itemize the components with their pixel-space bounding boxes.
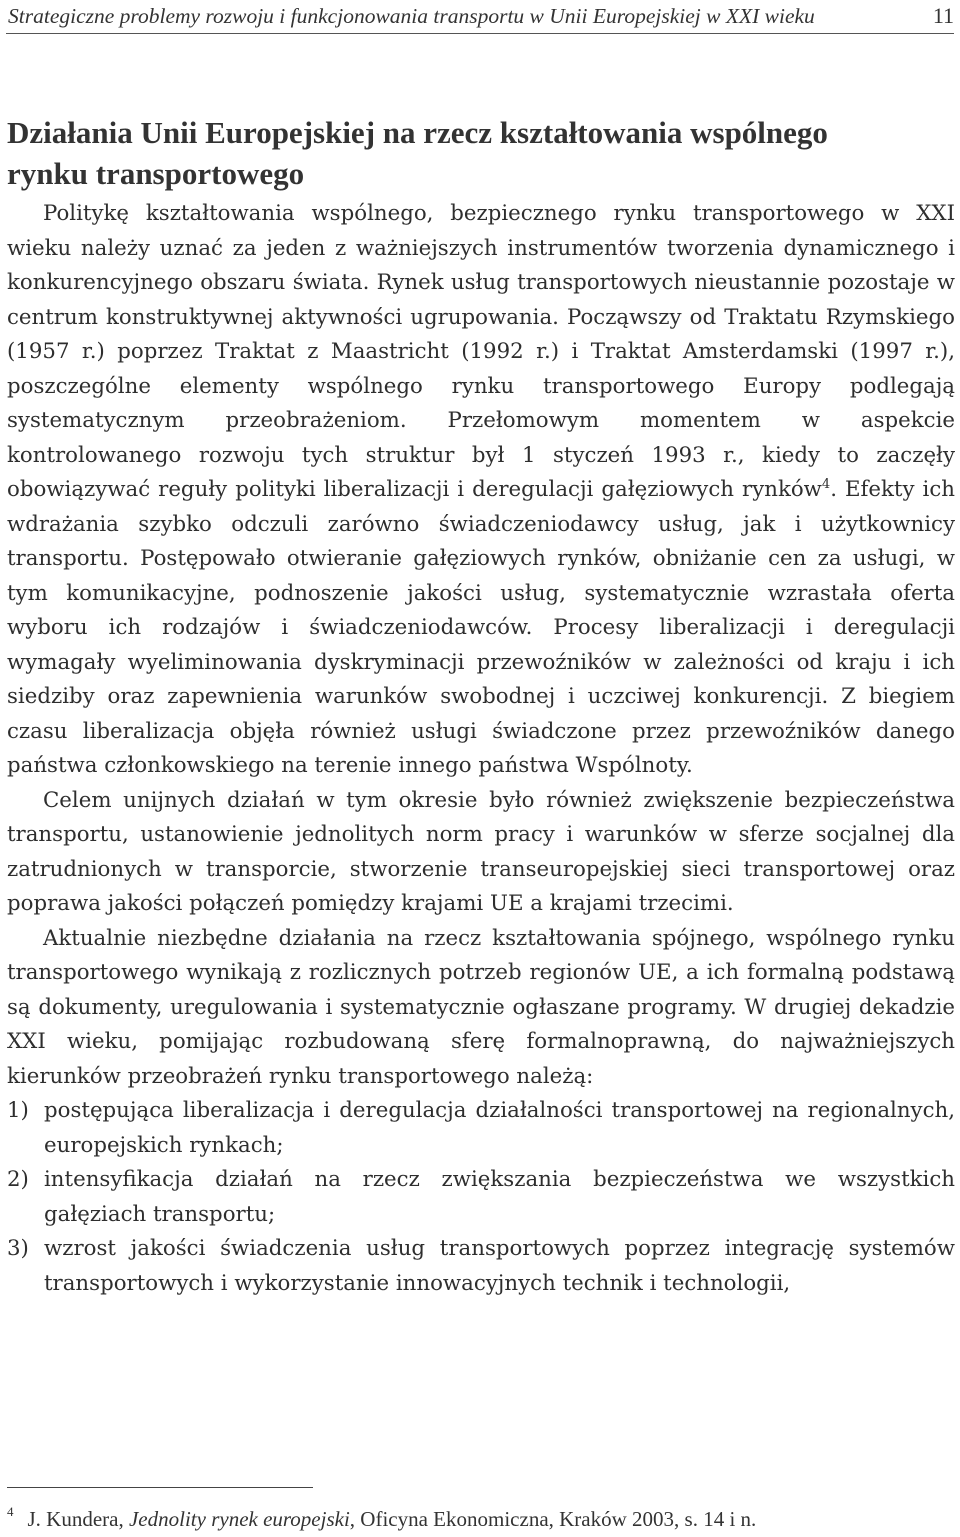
list-item-text: wzrost jakości świadczenia usług transportowych poprzez integrację systemów transportowych i wykorzystanie innowacyjnych technik i technologii, (44, 1236, 955, 1296)
paragraph-2: Celem unijnych działań w tym okresie było również zwiększenie bezpieczeństwa transportu, ustanowienie jednolitych norm pracy i warunków w sferze socjalnej dla zatrudnionych w transporcie, stworzenie transeuropejskiej sieci transportowej oraz poprawa jakości połączeń pomiędzy krajami UE a krajami trzecimi. (7, 787, 955, 916)
list-item-text: postępująca liberalizacja i deregulacja działalności transportowej na regionalnych, europejskich rynkach; (44, 1098, 955, 1158)
footnote (7, 1505, 955, 1533)
footnote-book-title: Jednolity rynek europejski (128, 1507, 350, 1531)
body-text (7, 197, 955, 1301)
running-header (8, 2, 954, 32)
footnote-author: J. Kundera, (27, 1507, 129, 1531)
list-item-marker: 1) (7, 1098, 29, 1123)
footnote-publication: , Oficyna Ekonomiczna, Kraków 2003, s. 14 i n. (349, 1507, 757, 1531)
numbered-list (7, 1094, 955, 1301)
list-item-marker: 3) (7, 1236, 29, 1261)
footnote-number: 4 (7, 1504, 14, 1519)
paragraph-1-text: Politykę kształtowania wspólnego, bezpiecznego rynku transportowego w XXI wieku należy uznać za jeden z ważniejszych instrumentów tworzenia dynamicznego i konkurencyjnego obszaru świata. Rynek usług transportowych nieustannie pozostaje w centrum konstruktywnej aktywności ugrupowania. Począwszy od Traktatu Rzymskiego (1957 r.) poprzez Traktat z Maastricht (1992 r.) i Traktat Amsterdamski (1997 r.), poszczególne elementy wspólnego rynku transportowego Europy podlegają systematycznym przeobrażeniom. Przełomowym momentem w aspekcie kontrolowanego rozwoju tych struktur był 1 styczeń 1993 r., kiedy to zaczęły obowiązywać reguły polityki liberalizacji i deregulacji gałęziowych rynków (7, 201, 955, 502)
header-divider (6, 33, 954, 34)
running-title: Strategiczne problemy rozwoju i funkcjonowania transportu w Unii Europejskiej w XXI wieku (8, 4, 815, 28)
list-item-text: intensyfikacja działań na rzecz zwiększania bezpieczeństwa we wszystkich gałęziach transportu; (44, 1167, 955, 1227)
list-item (7, 1163, 955, 1232)
paragraph-1-text-continued: . Efekty ich wdrażania szybko odczuli zarówno świadczeniodawcy usług, jak i użytkownicy transportu. Postępowało otwieranie gałęziowych rynków, obniżanie cen za usługi, w tym komunikacyjne, podnoszenie jakości usług, systematycznie wzrastała oferta wyboru ich rodzajów i świadczeniodawców. Procesy liberalizacji i deregulacji wymagały wyeliminowania dyskryminacji przewoźników w zależności od kraju i ich siedziby oraz zapewnienia warunków swobodnej i uczciwej konkurencji. Z biegiem czasu liberalizacja objęła również usługi świadczone przez przewoźników danego państwa członkowskiego na terenie innego państwa Wspólnoty. (7, 477, 955, 778)
footnote-divider (7, 1487, 313, 1488)
paragraph-3: Aktualnie niezbędne działania na rzecz kształtowania spójnego, wspólnego rynku transportowego wynikają z rozlicznych potrzeb regionów UE, a ich formalną podstawą są dokumenty, uregulowania i systematycznie ogłaszane programy. W drugiej dekadzie XXI wieku, pomijając rozbudowaną sferę formalnoprawną, do najważniejszych kierunków przeobrażeń rynku transportowego należą: (7, 925, 955, 1089)
list-item-marker: 2) (7, 1167, 29, 1192)
page-number: 11 (932, 3, 954, 28)
list-item (7, 1094, 955, 1163)
section-title: Działania Unii Europejskiej na rzecz kształtowania wspólnego rynku transportowego (7, 114, 828, 191)
list-item (7, 1232, 955, 1301)
paragraph-1 (7, 197, 955, 784)
footnote-reference[interactable]: 4 (821, 477, 831, 492)
